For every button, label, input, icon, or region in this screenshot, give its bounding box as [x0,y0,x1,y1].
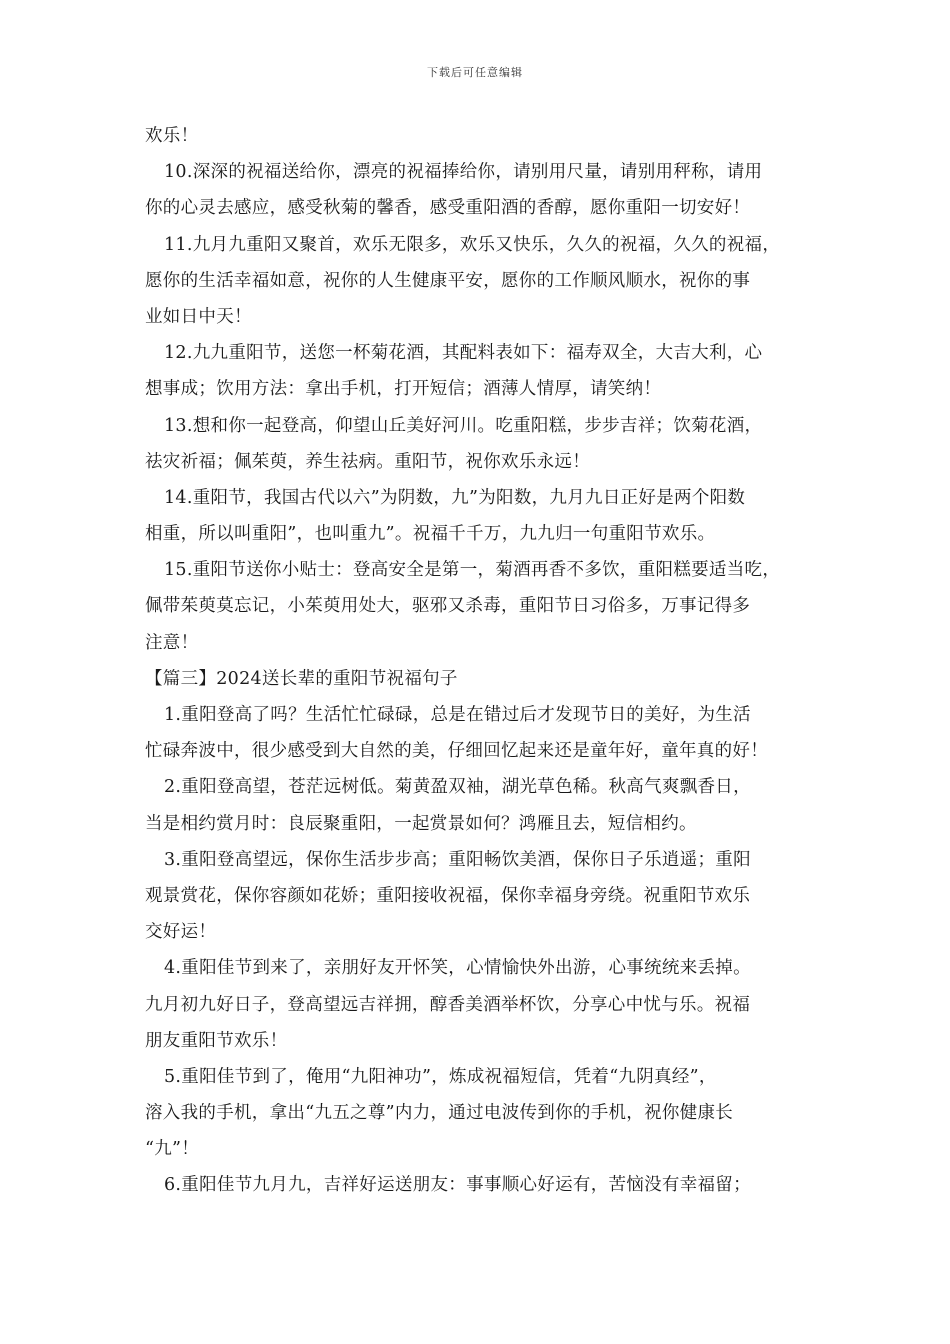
text-line: 祛灾祈福；佩茱萸，养生祛病。重阳节，祝你欢乐永远！ [145,451,590,472]
text-line: 想事成；饮用方法：拿出手机，打开短信；酒薄人情厚，请笑纳！ [145,379,662,400]
text-line: 15.重阳节送你小贴士：登高安全是第一，菊酒再香不多饮，重阳糕要适当吃， [164,560,781,581]
text-line: 【篇三】2024送长辈的重阳节祝福句子 [145,668,458,689]
text-line: 交好运！ [145,922,217,943]
text-line: 1.重阳登高了吗？生活忙忙碌碌，总是在错过后才发现节日的美好，为生活 [164,705,751,725]
text-line: 12.九九重阳节，送您一杯菊花酒，其配料表如下：福寿双全，大吉大利，心 [164,343,763,364]
text-line: 3.重阳登高望远，保你生活步步高；重阳畅饮美酒，保你日子乐逍遥；重阳 [164,849,751,870]
text-line: 你的心灵去感应，感受秋菊的馨香，感受重阳酒的香醇，愿你重阳一切安好！ [145,198,751,219]
text-line: 2.重阳登高望，苍茫远树低。菊黄盈双袖，湖光草色稀。秋高气爽飘香日， [164,777,751,798]
text-line: 忙碌奔波中，很少感受到大自然的美，仔细回忆起来还是童年好，童年真的好！ [145,741,768,762]
text-line: 九月初九好日子，登高望远吉祥拥，醇香美酒举杯饮，分享心中忧与乐。祝福 [145,994,751,1015]
text-line: “九”！ [145,1139,200,1160]
text-line: 13.想和你一起登高，仰望山丘美好河川。吃重阳糕，步步吉祥；饮菊花酒， [164,415,763,436]
text-line: 溶入我的手机，拿出“九五之尊”内力，通过电波传到你的手机，祝你健康长 [145,1103,734,1124]
text-line: 业如日中天！ [145,306,252,327]
text-line: 观景赏花，保你容颜如花娇；重阳接收祝福，保你幸福身旁绕。祝重阳节欢乐 [145,885,751,906]
document-body [145,118,825,1204]
text-line: 欢乐！ [145,126,199,146]
text-line: 5.重阳佳节到了，俺用“九阳神功”，炼成祝福短信，凭着“九阴真经”， [164,1066,717,1087]
text-line: 14.重阳节，我国古代以六”为阴数，九”为阳数，九月九日正好是两个阳数 [164,487,746,508]
text-line: 4.重阳佳节到来了，亲朋好友开怀笑，心情愉快外出游，心事统统来丢掉。 [164,958,751,979]
text-line: 10.深深的祝福送给你，漂亮的祝福捧给你，请别用尺量，请别用秤称，请用 [164,162,763,183]
text-line: 11.九月九重阳又聚首，欢乐无限多，欢乐又快乐，久久的祝福，久久的祝福， [164,234,781,255]
text-line: 相重，所以叫重阳”，也叫重九”。祝福千千万，九九归一句重阳节欢乐。 [145,524,716,545]
text-line: 佩带茱萸莫忘记，小茱萸用处大，驱邪又杀毒，重阳节日习俗多，万事记得多 [145,596,751,617]
text-line: 当是相约赏月时：良辰聚重阳，一起赏景如何？鸿雁且去，短信相约。 [145,813,697,834]
page-header-note: 下载后可任意编辑 [427,66,523,79]
text-line: 愿你的生活幸福如意，祝你的人生健康平安，愿你的工作顺风顺水，祝你的事 [145,270,751,291]
text-line: 注意！ [145,632,199,653]
text-line: 6.重阳佳节九月九，吉祥好运送朋友：事事顺心好运有，苦恼没有幸福留； [164,1175,751,1196]
text-line: 朋友重阳节欢乐！ [145,1030,288,1051]
